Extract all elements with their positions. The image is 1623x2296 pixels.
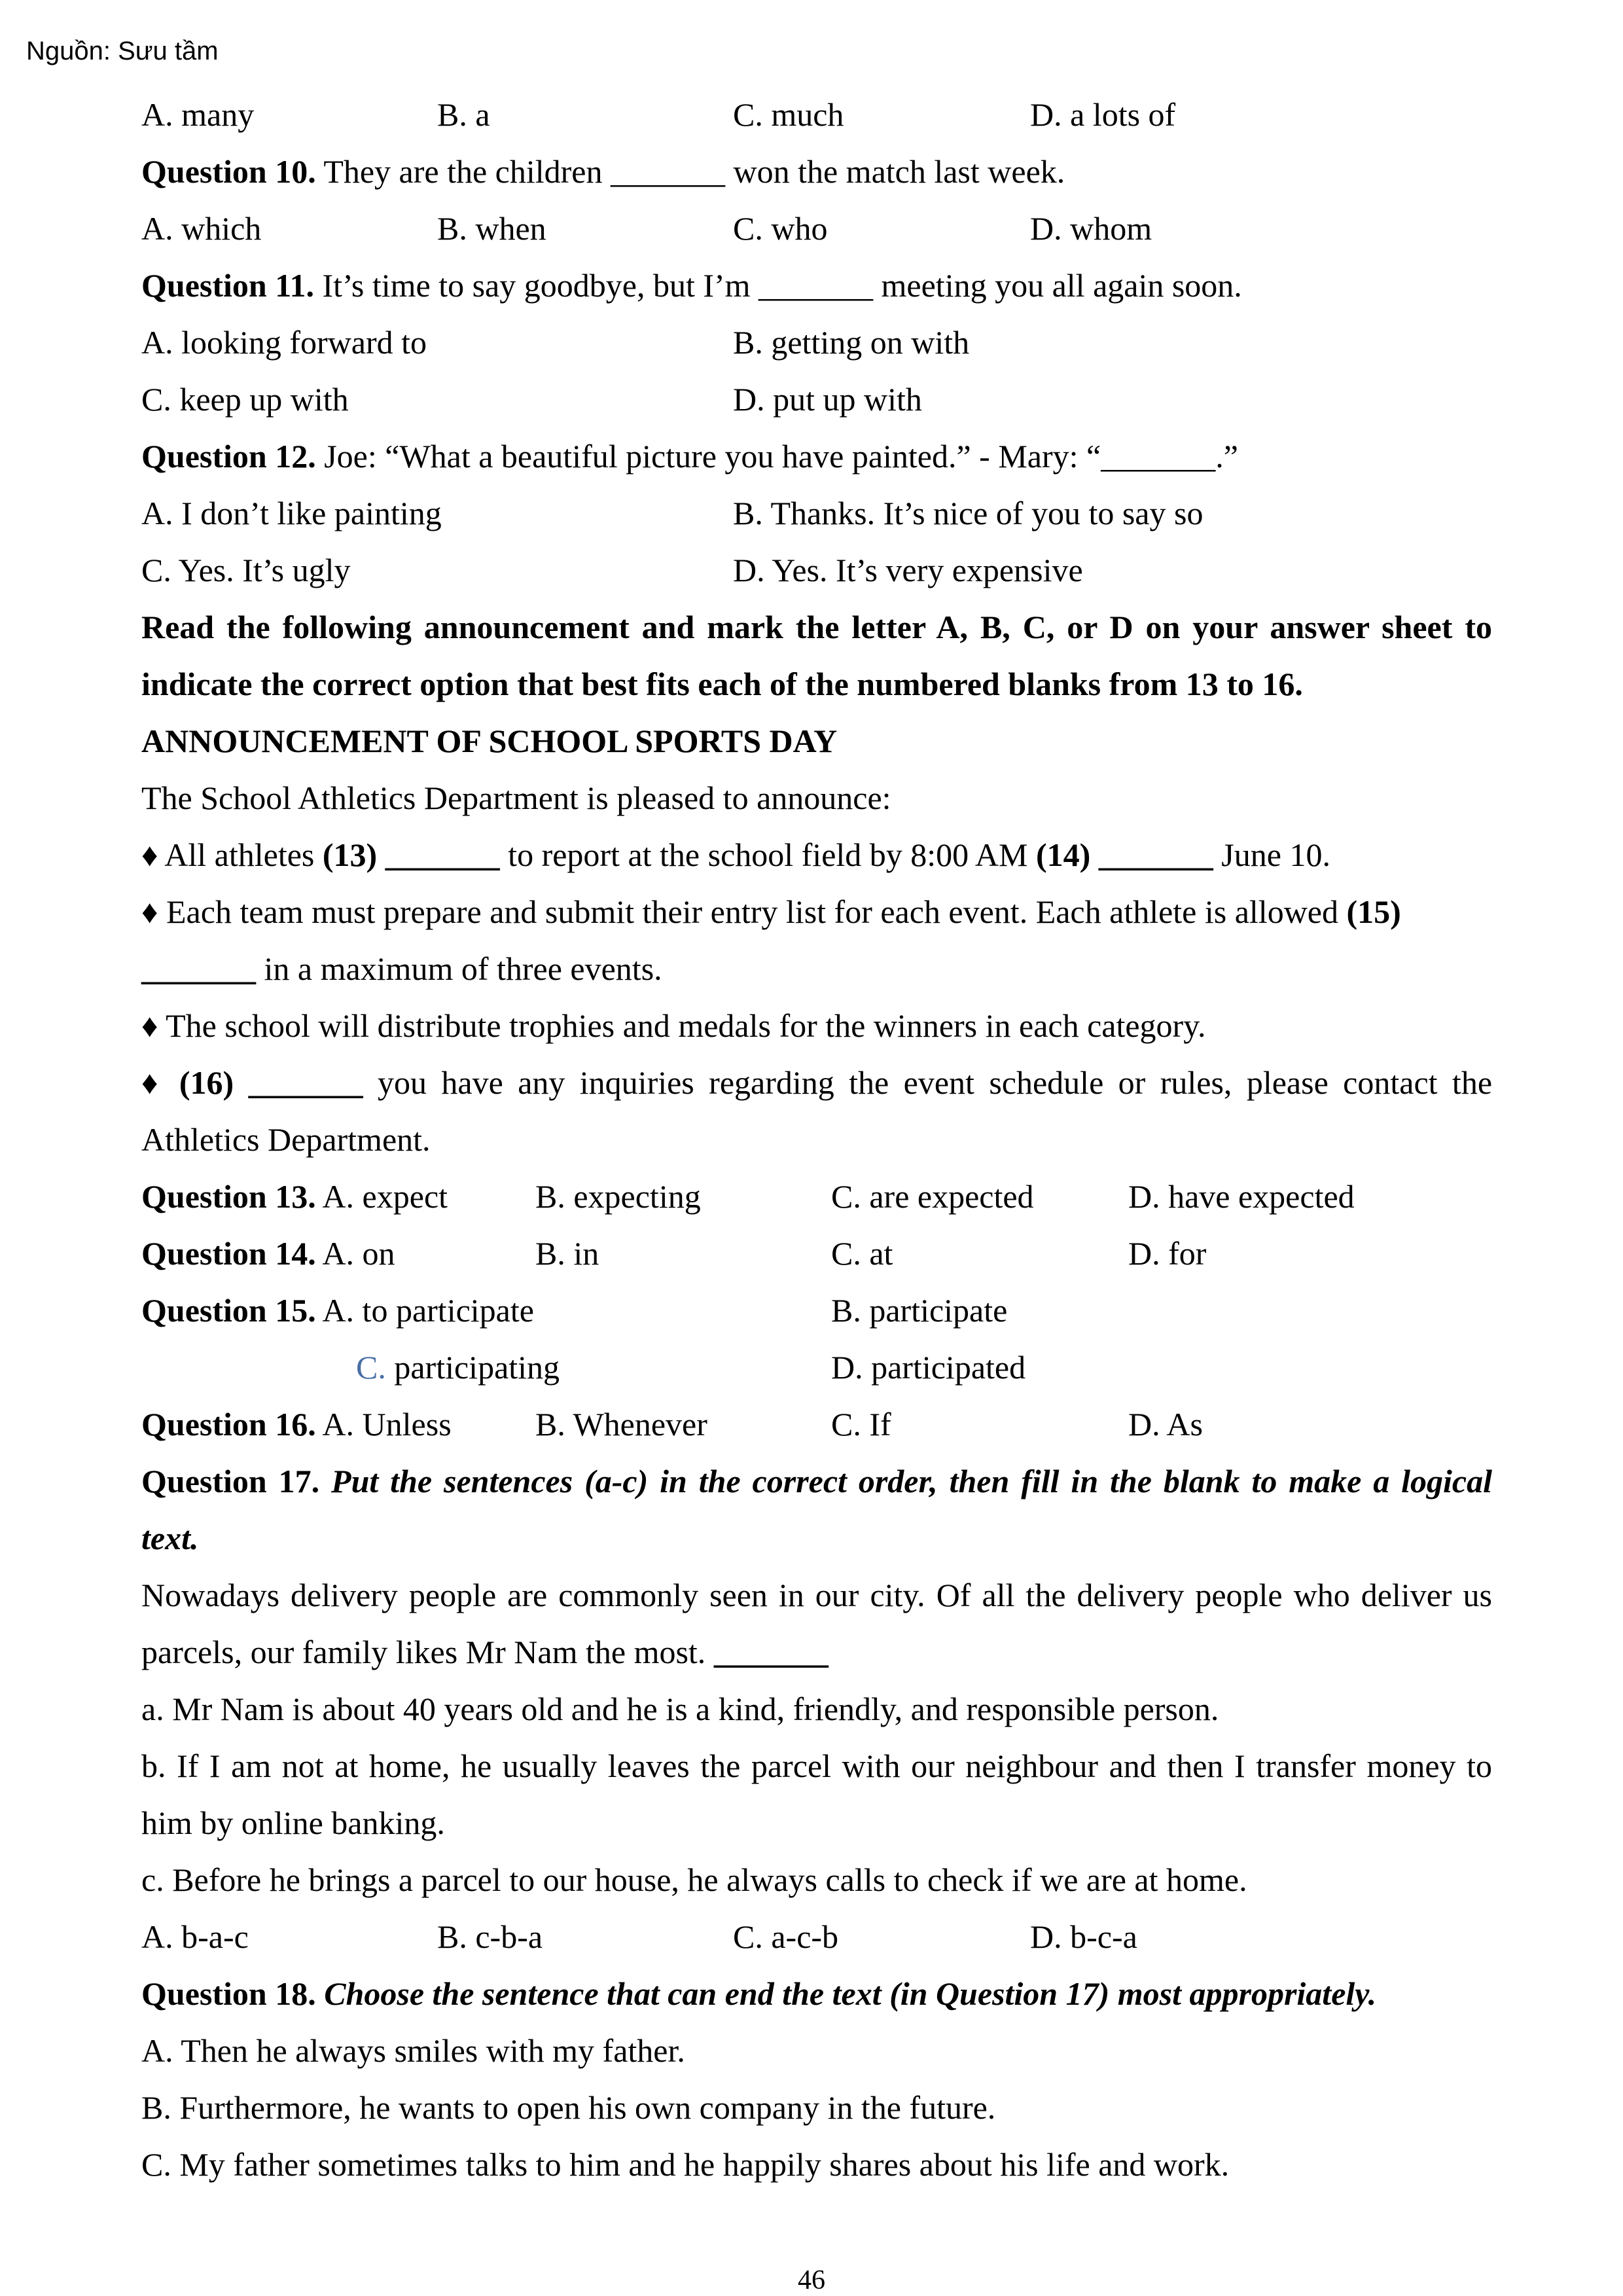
q17-options — [141, 1909, 1492, 1965]
blank: _______ — [141, 950, 256, 987]
option-d: D. participated — [831, 1349, 1026, 1386]
blank-number: (15) — [1346, 893, 1401, 930]
question-label: Question 17. — [141, 1463, 320, 1499]
option-d: D. put up with — [733, 381, 922, 418]
option-b: B. a — [437, 96, 490, 133]
question-17 — [141, 1453, 1492, 1567]
question-text: Joe: “What a beautiful picture you have painted.” - Mary: “_______.” — [324, 438, 1238, 475]
announcement-intro: The School Athletics Department is pleased to announce: — [141, 780, 891, 816]
question-14-a — [141, 1225, 395, 1282]
question-15 — [141, 1282, 1492, 1339]
page-number: 46 — [798, 2265, 825, 2295]
option-a: A. Then he always smiles with my father. — [141, 2032, 685, 2069]
announcement-title — [141, 713, 1492, 770]
option-a: A. on — [322, 1235, 395, 1272]
text: June 10. — [1213, 836, 1330, 873]
blank-number: (16) — [179, 1064, 234, 1101]
option-b: B. getting on with — [733, 324, 970, 361]
option-d: D. Yes. It’s very expensive — [733, 552, 1083, 588]
option-a: A. looking forward to — [141, 324, 427, 361]
option-d: D. for — [1128, 1235, 1207, 1272]
bullet-3: ♦ The school will distribute trophies and medals for the winners in each category. — [141, 1007, 1206, 1044]
option-b: B. when — [437, 210, 546, 247]
option-a: A. b-a-c — [141, 1918, 249, 1955]
question-label: Question 13. — [141, 1178, 316, 1215]
document-body — [141, 86, 1492, 2193]
option-c: C. are expected — [831, 1178, 1034, 1215]
option-d: D. b-c-a — [1030, 1918, 1137, 1955]
option-a: A. to participate — [322, 1292, 534, 1329]
option-d: D. a lots of — [1030, 96, 1176, 133]
bullet-1 — [141, 827, 1492, 884]
question-15-cd — [141, 1339, 1492, 1396]
question-15-a — [141, 1282, 534, 1339]
option-letter: C. — [356, 1349, 386, 1386]
q11-options-cd — [141, 371, 1492, 428]
question-label: Question 14. — [141, 1235, 316, 1272]
question-16-a — [141, 1396, 452, 1453]
question-12 — [141, 428, 1492, 485]
blank: _______ — [377, 836, 500, 873]
question-text: It’s time to say goodbye, but I’m _______ meeting you all again soon. — [322, 267, 1242, 304]
question-label: Question 18. — [141, 1975, 316, 2012]
q10-options — [141, 200, 1492, 257]
question-label: Question 10. — [141, 153, 316, 190]
option-b: B. expecting — [535, 1178, 701, 1215]
sentence-a: a. Mr Nam is about 40 years old and he is a kind, friendly, and responsible person. — [141, 1691, 1219, 1727]
question-label: Question 12. — [141, 438, 316, 475]
q17-passage — [141, 1567, 1492, 1681]
option-a: A. I don’t like painting — [141, 495, 442, 531]
question-label: Question 11. — [141, 267, 314, 304]
question-label: Question 15. — [141, 1292, 316, 1329]
text: to report at the school field by 8:00 AM — [499, 836, 1036, 873]
q12-options-ab — [141, 485, 1492, 542]
option-c: C. much — [733, 96, 844, 133]
q12-options-cd — [141, 542, 1492, 599]
question-11 — [141, 257, 1492, 314]
option-b: B. in — [535, 1235, 599, 1272]
option-d: D. whom — [1030, 210, 1152, 247]
question-text: They are the children _______ won the match last week. — [323, 153, 1065, 190]
title-text: ANNOUNCEMENT OF SCHOOL SPORTS DAY — [141, 723, 838, 759]
source-header: Nguồn: Sưu tầm — [26, 37, 219, 65]
blank: _______ — [705, 1634, 829, 1670]
blank-number: (14) — [1035, 836, 1091, 873]
text: you have any inquiries regarding the event schedule or rules, please contact the Athletics Department. — [141, 1064, 1493, 1158]
option-text: participating — [385, 1349, 560, 1386]
instruction-text: Put the sentences (a-c) in the correct order, then fill in the blank to make a logical text. — [141, 1463, 1493, 1556]
text: ♦ All athletes — [141, 836, 323, 873]
option-d: D. As — [1128, 1406, 1203, 1443]
sentence-c: c. Before he brings a parcel to our house, he always calls to check if we are at home. — [141, 1861, 1247, 1898]
blank-number: (13) — [322, 836, 378, 873]
text: ♦ Each team must prepare and submit their entry list for each event. Each athlete is allowed — [141, 893, 1347, 930]
option-b: B. c-b-a — [437, 1918, 543, 1955]
option-c: C. who — [733, 210, 828, 247]
option-b: B. Thanks. It’s nice of you to say so — [733, 495, 1204, 531]
option-a: A. many — [141, 96, 255, 133]
instruction-text: Read the following announcement and mark the letter A, B, C, or D on your answer sheet to indicate the correct option that best fits each of the numbered blanks from 13 to 16. — [141, 609, 1492, 702]
option-c: C. keep up with — [141, 381, 349, 418]
option-c: C. My father sometimes talks to him and he happily shares about his life and work. — [141, 2146, 1230, 2183]
instruction-text: Choose the sentence that can end the text (in Question 17) most appropriately. — [324, 1975, 1377, 2012]
question-label: Question 16. — [141, 1406, 316, 1443]
question-18 — [141, 1965, 1492, 2022]
bullet-2 — [141, 884, 1492, 997]
question-10 — [141, 143, 1492, 200]
option-c: C. Yes. It’s ugly — [141, 552, 351, 588]
option-d: D. have expected — [1128, 1178, 1355, 1215]
question-14 — [141, 1225, 1492, 1282]
q9-options — [141, 86, 1492, 143]
text: ♦ — [141, 1064, 179, 1101]
blank: _______ — [234, 1064, 363, 1101]
option-b: B. Whenever — [535, 1406, 707, 1443]
bullet-4 — [141, 1054, 1492, 1168]
question-16 — [141, 1396, 1492, 1453]
option-a: A. Unless — [322, 1406, 452, 1443]
blank: _______ — [1090, 836, 1213, 873]
option-c — [356, 1339, 560, 1396]
question-13 — [141, 1168, 1492, 1225]
q11-options-ab — [141, 314, 1492, 371]
option-b: B. Furthermore, he wants to open his own company in the future. — [141, 2089, 996, 2126]
option-b: B. participate — [831, 1292, 1008, 1329]
question-13-a — [141, 1168, 448, 1225]
option-c: C. at — [831, 1235, 893, 1272]
passage-text: Nowadays delivery people are commonly seen in our city. Of all the delivery people who deliver us parcels, our family likes Mr Nam the most. — [141, 1577, 1492, 1670]
text: in a maximum of three events. — [256, 950, 662, 987]
sentence-b: b. If I am not at home, he usually leaves the parcel with our neighbour and then I transfer money to him by online banking. — [141, 1748, 1492, 1841]
reading-instruction — [141, 599, 1492, 713]
option-c: C. If — [831, 1406, 891, 1443]
option-a: A. which — [141, 210, 262, 247]
option-c: C. a-c-b — [733, 1918, 839, 1955]
option-a: A. expect — [322, 1178, 448, 1215]
